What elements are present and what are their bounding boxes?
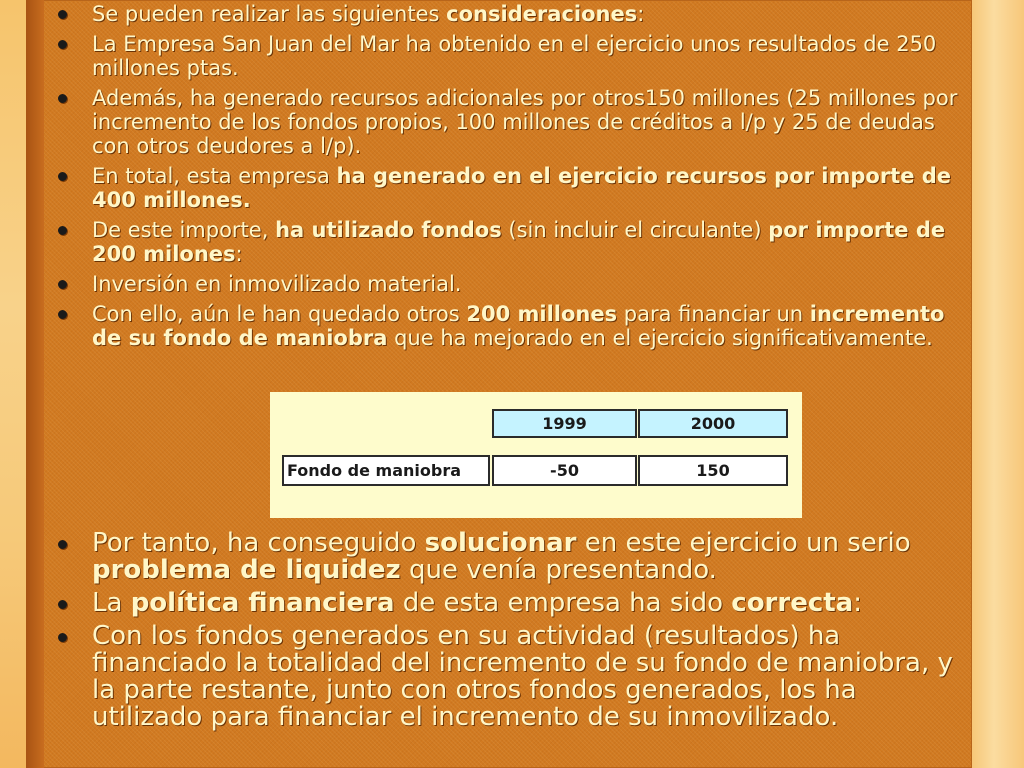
bullet-item bbox=[54, 218, 962, 266]
bullet-text: : bbox=[637, 2, 645, 26]
bullet-text-bold: 200 millones bbox=[466, 302, 618, 326]
bullet-text: que venía presentando. bbox=[400, 555, 717, 585]
bullet-dot-icon bbox=[58, 40, 67, 49]
year-header-2000: 2000 bbox=[638, 409, 788, 438]
top-bullet-list bbox=[54, 2, 962, 356]
bullet-text: que ha mejorado en el ejercicio significativamente. bbox=[387, 326, 933, 350]
bullet-dot-icon bbox=[58, 633, 67, 642]
panel-left-edge bbox=[26, 0, 44, 768]
bullet-text-bold: política financiera bbox=[130, 588, 395, 618]
bullet-item bbox=[54, 590, 962, 617]
bullet-item bbox=[54, 302, 962, 350]
bullet-text: En total, esta empresa bbox=[92, 164, 337, 188]
fondo-maniobra-table bbox=[270, 392, 802, 518]
bullet-item bbox=[54, 32, 962, 80]
bullet-item bbox=[54, 2, 962, 26]
bullet-dot-icon bbox=[58, 600, 67, 609]
bullet-text: Se pueden realizar las siguientes bbox=[92, 2, 447, 26]
bullet-text: en este ejercicio un serio bbox=[576, 528, 911, 558]
bullet-dot-icon bbox=[58, 94, 67, 103]
bullet-text: (sin incluir el circulante) bbox=[501, 218, 769, 242]
bullet-item bbox=[54, 530, 962, 584]
bullet-text-bold: solucionar bbox=[424, 528, 577, 558]
bullet-text-bold: incremento de su fondo de maniobra bbox=[92, 302, 945, 350]
bottom-bullet-list bbox=[54, 530, 962, 737]
bullet-text: Con ello, aún le han quedado otros bbox=[92, 302, 467, 326]
bullet-text-bold: ha utilizado fondos bbox=[275, 218, 502, 242]
bullet-dot-icon bbox=[58, 10, 67, 19]
bullet-dot-icon bbox=[58, 540, 67, 549]
bullet-item bbox=[54, 164, 962, 212]
bullet-text: de esta empresa ha sido bbox=[394, 588, 732, 618]
bullet-text: para financiar un bbox=[617, 302, 810, 326]
bullet-text-bold: consideraciones bbox=[446, 2, 638, 26]
bullet-text-bold: por importe de 200 milones bbox=[92, 218, 946, 266]
year-header-1999: 1999 bbox=[492, 409, 637, 438]
bullet-text: Inversión en inmovilizado material. bbox=[92, 272, 462, 296]
bullet-text-bold: correcta bbox=[731, 588, 854, 618]
value-2000: 150 bbox=[638, 455, 788, 486]
bullet-dot-icon bbox=[58, 280, 67, 289]
bullet-text: La Empresa San Juan del Mar ha obtenido en el ejercicio unos resultados de 250 millones ptas. bbox=[92, 32, 937, 80]
bullet-text-bold: problema de liquidez bbox=[92, 555, 401, 585]
row-label-fondo-de-maniobra: Fondo de maniobra bbox=[282, 455, 490, 486]
bullet-text: De este importe, bbox=[92, 218, 276, 242]
bullet-item bbox=[54, 86, 962, 158]
bullet-text: Por tanto, ha conseguido bbox=[92, 528, 425, 558]
bullet-dot-icon bbox=[58, 172, 67, 181]
bullet-dot-icon bbox=[58, 310, 67, 319]
bullet-text: : bbox=[853, 588, 862, 618]
bullet-text: Con los fondos generados en su actividad (resultados) ha financiado la totalidad del incremento de su fondo de maniobra, y la parte restante, junto con otros fondos generados, los ha utilizado para financiar el incremento de su inmovilizado. bbox=[92, 621, 953, 732]
background-glow bbox=[964, 0, 1024, 768]
bullet-text-bold: ha generado en el ejercicio recursos por importe de 400 millones. bbox=[92, 164, 952, 212]
bullet-item bbox=[54, 272, 962, 296]
bullet-item bbox=[54, 623, 962, 731]
value-1999: -50 bbox=[492, 455, 637, 486]
bullet-text: Además, ha generado recursos adicionales por otros150 millones (25 millones por incremento de los fondos propios, 100 millones de créditos a l/p y 25 de deudas con otros deudores a l/p). bbox=[92, 86, 958, 158]
bullet-text: La bbox=[92, 588, 131, 618]
bullet-dot-icon bbox=[58, 226, 67, 235]
bullet-text: : bbox=[235, 242, 243, 266]
